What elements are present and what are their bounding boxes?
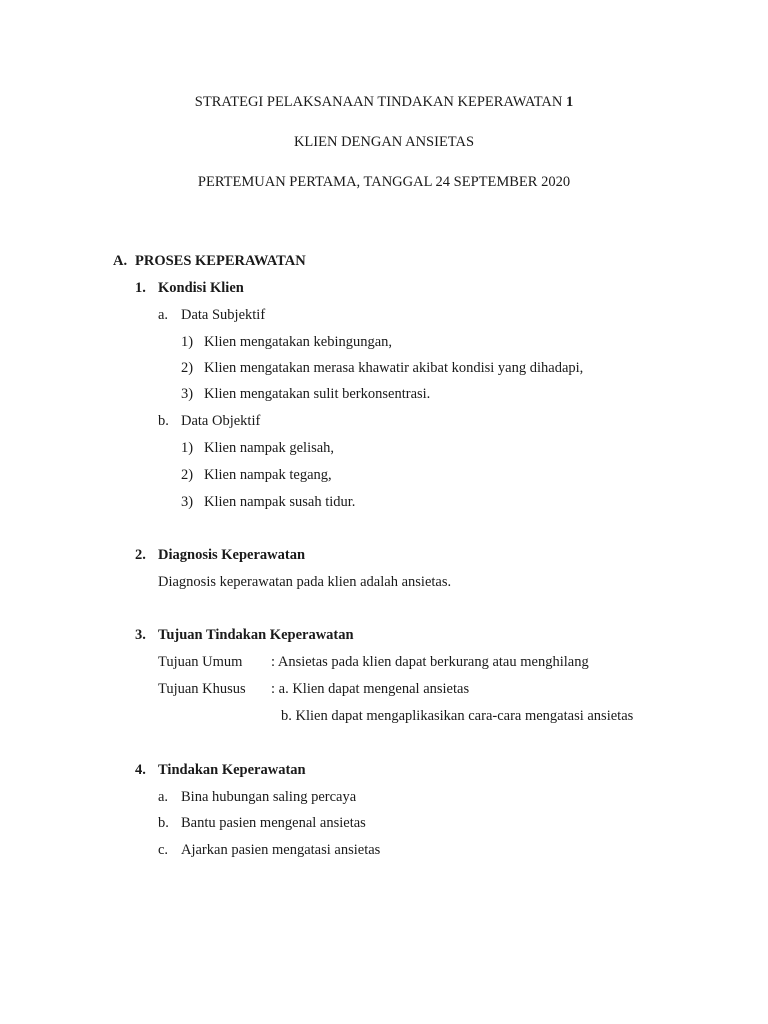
- list-item-marker: b.: [158, 815, 169, 831]
- list-item-number: 1): [181, 440, 194, 456]
- tujuan-umum-value: : Ansietas pada klien dapat berkurang atau menghilang: [271, 654, 589, 670]
- list-item-number: 3): [181, 386, 194, 402]
- list-item: Klien nampak gelisah,: [204, 440, 335, 456]
- list-item: Bantu pasien mengenal ansietas: [181, 815, 366, 831]
- tujuan-khusus-b: b. Klien dapat mengaplikasikan cara-cara mengatasi ansietas: [281, 708, 634, 724]
- item1-title: Kondisi Klien: [158, 280, 244, 296]
- title-number: 1: [565, 94, 574, 110]
- list-item: Bina hubungan saling percaya: [181, 789, 357, 805]
- list-item: Klien nampak susah tidur.: [204, 494, 356, 510]
- tujuan-umum-label: Tujuan Umum: [158, 654, 243, 670]
- section-a-title: PROSES KEPERAWATAN: [135, 253, 306, 269]
- list-item: Klien mengatakan merasa khawatir akibat kondisi yang dihadapi,: [204, 360, 584, 376]
- list-item-number: 1): [181, 334, 194, 350]
- sub-a-marker: a.: [158, 307, 169, 323]
- sub-a-label: Data Subjektif: [181, 307, 266, 323]
- document-subtitle: KLIEN DENGAN ANSIETAS: [293, 134, 475, 150]
- item2-number: 2.: [135, 547, 146, 563]
- list-item-number: 2): [181, 360, 194, 376]
- item3-title: Tujuan Tindakan Keperawatan: [158, 627, 354, 643]
- list-item: Ajarkan pasien mengatasi ansietas: [181, 842, 381, 858]
- section-a-marker: A.: [113, 253, 128, 269]
- list-item: Klien nampak tegang,: [204, 467, 332, 483]
- list-item-marker: a.: [158, 789, 169, 805]
- document-title: [0, 95, 768, 110]
- item4-number: 4.: [135, 762, 146, 778]
- list-item: Klien mengatakan sulit berkonsentrasi.: [204, 386, 431, 402]
- sub-b-label: Data Objektif: [181, 413, 261, 429]
- item1-number: 1.: [135, 280, 146, 296]
- item3-number: 3.: [135, 627, 146, 643]
- item2-title: Diagnosis Keperawatan: [158, 547, 306, 563]
- list-item: Klien mengatakan kebingungan,: [204, 334, 393, 350]
- meeting-line: PERTEMUAN PERTAMA, TANGGAL 24 SEPTEMBER 2020: [197, 174, 571, 190]
- title-text: STRATEGI PELAKSANAAN TINDAKAN KEPERAWATAN: [194, 94, 566, 110]
- list-item-number: 2): [181, 467, 194, 483]
- item4-title: Tindakan Keperawatan: [158, 762, 306, 778]
- tujuan-khusus-label: Tujuan Khusus: [158, 681, 246, 697]
- tujuan-khusus-a: : a. Klien dapat mengenal ansietas: [271, 681, 470, 697]
- sub-b-marker: b.: [158, 413, 169, 429]
- list-item-number: 3): [181, 494, 194, 510]
- item2-body: Diagnosis keperawatan pada klien adalah ansietas.: [158, 574, 452, 590]
- list-item-marker: c.: [158, 842, 169, 858]
